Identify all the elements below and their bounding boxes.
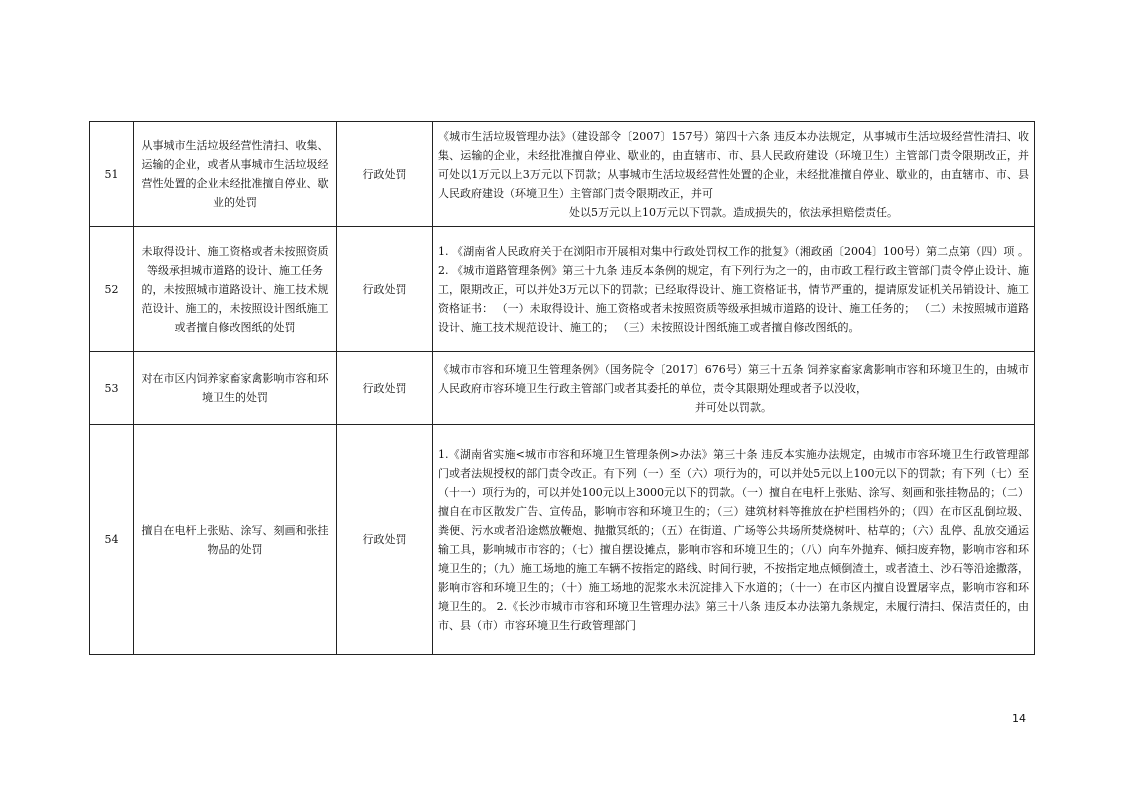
page-number: 14 <box>1012 712 1026 725</box>
item-name: 擅自在电杆上张贴、涂写、刻画和张挂物品的处罚 <box>134 425 337 655</box>
item-type: 行政处罚 <box>337 425 433 655</box>
document-table <box>89 121 1035 655</box>
item-name: 对在市区内饲养家畜家禽影响市容和环境卫生的处罚 <box>134 352 337 425</box>
table-row <box>90 425 1035 655</box>
item-type: 行政处罚 <box>337 227 433 352</box>
legal-basis <box>433 122 1035 227</box>
legal-basis <box>433 425 1035 655</box>
legal-basis-last-line: 处以5万元以上10万元以下罚款。造成损失的，依法承担赔偿责任。 <box>569 205 898 219</box>
legal-basis-text: 1. 《湖南省人民政府关于在浏阳市开展相对集中行政处罚权工作的批复》（湘政函〔2004〕100号）第二点第（四）项 。 2. 《城市道路管理条例》第三十九条 违反本条例的规定，有下列行为之一的，由市政工程行政主管部门责令停止设计、施工，限期改正，可以并处3万元以下的罚款；已经取得设计、施工资格证书，情节严重的，提请原发证机关吊销设计、施工资格证书： （一）未取得设计、施工资格或者未按照资质等级承担城市道路的设计、施工任务的； （二）未按照城市道路设计、施工技术规范设计、施工的； （三）未按照设计图纸施工或者擅自修改图纸的。 <box>438 244 1029 334</box>
legal-basis <box>433 352 1035 425</box>
row-number: 51 <box>90 122 134 227</box>
legal-basis-text: 1.《湖南省实施<城市市容和环境卫生管理条例>办法》第三十条 违反本实施办法规定，由城市市容环境卫生行政管理部门或者法规授权的部门责令改正。有下列（一）至（六）项行为的，可以并处5元以上100元以下的罚款；有下列（七）至（十一）项行为的，可以并处100元以上3000元以下的罚款。（一）擅自在电杆上张贴、涂写、刻画和张挂物品的；（二）擅自在市区散发广告、宣传品，影响市容和环境卫生的；（三）建筑材料等推放在护栏围档外的；（四）在市区乱倒垃圾、粪便、污水或者沿途燃放鞭炮、抛撒冥纸的；（五）在街道、广场等公共场所焚烧树叶、枯草的；（六）乱停、乱放交通运输工具，影响城市市容的；（七）擅自摆设摊点，影响市容和环境卫生的；（八）向车外抛弃、倾扫废弃物，影响市容和环境卫生的；（九）施工场地的施工车辆不按指定的路线、时间行驶，不按指定地点倾倒渣土，或者渣土、沙石等沿途撒落，影响市容和环境卫生的；（十）施工场地的泥浆水未沉淀排入下水道的；（十一）在市区内擅自设置屠宰点，影响市容和环境卫生的。 2.《长沙市城市市容和环境卫生管理办法》第三十八条 违反本办法第九条规定，未履行清扫、保洁责任的，由市、县（市）市容环境卫生行政管理部门 <box>438 447 1029 632</box>
table-row <box>90 122 1035 227</box>
legal-basis-text: 《城市市容和环境卫生管理条例》（国务院令〔2017〕676号）第三十五条 饲养家畜家禽影响市容和环境卫生的，由城市人民政府市容环境卫生行政主管部门或者其委托的单位，责令其限期处理或者予以没收， <box>438 362 1029 395</box>
row-number: 54 <box>90 425 134 655</box>
item-name: 未取得设计、施工资格或者未按照资质等级承担城市道路的设计、施工任务的，未按照城市道路设计、施工技术规范设计、施工的，未按照设计图纸施工或者擅自修改图纸的处罚 <box>134 227 337 352</box>
table-row <box>90 227 1035 352</box>
legal-basis <box>433 227 1035 352</box>
item-type: 行政处罚 <box>337 122 433 227</box>
table-row <box>90 352 1035 425</box>
row-number: 53 <box>90 352 134 425</box>
item-name: 从事城市生活垃圾经营性清扫、收集、运输的企业，或者从事城市生活垃圾经营性处置的企业未经批准擅自停业、歇业的处罚 <box>134 122 337 227</box>
legal-basis-text: 《城市生活垃圾管理办法》（建设部令〔2007〕157号）第四十六条 违反本办法规定，从事城市生活垃圾经营性清扫、收集、运输的企业，未经批准擅自停业、歇业的，由直辖市、市、县人民政府建设（环境卫生）主管部门责令限期改正，并可处以1万元以上3万元以下罚款；从事城市生活垃圾经营性处置的企业，未经批准擅自停业、歇业的，由直辖市、市、县人民政府建设（环境卫生）主管部门责令限期改正，并可 <box>438 129 1029 200</box>
item-type: 行政处罚 <box>337 352 433 425</box>
row-number: 52 <box>90 227 134 352</box>
legal-basis-last-line: 并可处以罚款。 <box>695 400 772 414</box>
